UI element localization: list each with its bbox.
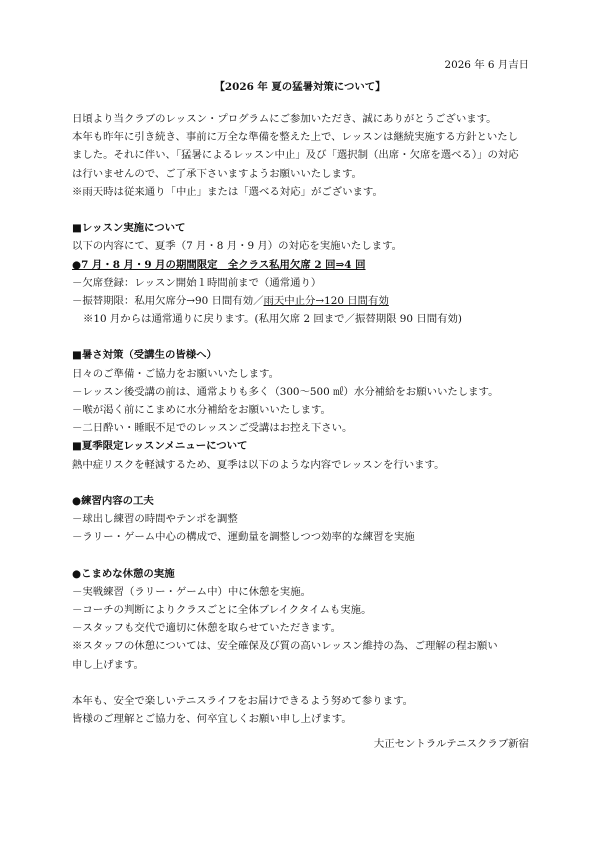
spacer	[72, 328, 542, 346]
section-heading-heat: ■暑さ対策（受講生の皆様へ）	[72, 349, 217, 362]
spacer	[72, 201, 542, 219]
rest-line-3: －スタッフも交代で適切に休憩を取らせていただきます。	[72, 622, 342, 635]
intro-line-4: は行いませんので、ご了承下さいますようお願いいたします。	[72, 167, 362, 180]
heat-line-2: －レッスン後受講の前は、通常よりも多く（300～500 ㎖）水分補給をお願いいたします。	[72, 385, 499, 398]
document-title: 【2026 年 夏の猛暑対策について】	[214, 81, 386, 93]
rest-line-4: ※スタッフの休憩については、安全確保及び質の高いレッスン維持の為、ご理解の程お願い	[72, 640, 498, 653]
practice-line-2: －ラリー・ゲーム中心の構成で、運動量を調整しつつ効率的な練習を実施	[72, 531, 415, 544]
section-heading-lesson: ■レッスン実施について	[72, 222, 186, 235]
lesson-special-notice: ●7 月・8 月・9 月の期間限定 全クラス私用欠席 2 回⇒4 回	[72, 258, 366, 271]
issue-date: 2026 年 6 月吉日	[444, 59, 529, 71]
intro-line-2: 本年も昨年に引き続き、事前に万全な準備を整えた上で、レッスンは継続実施する方針といたし	[72, 131, 519, 144]
makeup-deadline-private: －振替期限：私用欠席分→90 日間有効／	[72, 294, 264, 307]
lesson-line-1: 以下の内容にて、夏季（7 月・8 月・9 月）の対応を実施いたします。	[72, 240, 403, 253]
practice-line-1: －球出し練習の時間やテンポを調整	[72, 513, 238, 526]
heat-line-4: －二日酔い・睡眠不足でのレッスンご受講はお控え下さい。	[72, 422, 353, 435]
menu-line-1: 熱中症リスクを軽減するため、夏季は以下のような内容でレッスンを行います。	[72, 458, 445, 471]
intro-line-3: ました。それに伴い、「猛暑によるレッスン中止」及び「選択制（出席・欠席を選べる）」の対応	[72, 149, 519, 162]
rest-line-2: －コーチの判断によりクラスごとに全体ブレイクタイムも実施。	[72, 604, 372, 617]
club-signature: 大正セントラルテニスクラブ新宿	[373, 738, 529, 750]
lesson-absence-registration: －欠席登録：レッスン開始１時間前まで（通常通り）	[72, 276, 322, 289]
intro-line-1: 日頃より当クラブのレッスン・プログラムにご参加いただき、誠にありがとうございます。	[72, 113, 497, 125]
spacer	[72, 474, 542, 492]
document-body	[72, 110, 542, 728]
spacer	[72, 547, 542, 565]
spacer	[72, 674, 542, 692]
heat-line-1: 日々のご準備・ご協力をお願いいたします。	[72, 367, 279, 380]
closing-line-1: 本年も、安全で楽しいテニスライフをお届けできるよう努めて参ります。	[72, 695, 414, 707]
heat-line-3: －喉が渇く前にこまめに水分補給をお願いいたします。	[72, 404, 331, 416]
closing-line-2: 皆様のご理解とご協力を、何卒宜しくお願い申し上げます。	[72, 713, 352, 726]
section-heading-rest: ●こまめな休憩の実施	[72, 567, 175, 580]
makeup-deadline-rain: 雨天中止分→120 日間有効	[263, 294, 389, 307]
rest-line-5: 申し上げます。	[72, 658, 144, 671]
intro-rain-note: ※雨天時は従来通り「中止」または「選べる対応」がございます。	[72, 185, 383, 198]
section-heading-practice: ●練習内容の工夫	[72, 494, 154, 507]
rest-line-1: －実戦練習（ラリー・ゲーム中）中に休憩を実施。	[72, 585, 311, 598]
lesson-makeup-deadline	[72, 292, 542, 310]
lesson-october-note: ※10 月からは通常通りに戻ります。(私用欠席 2 回まで／振替期限 90 日間有効)	[83, 313, 462, 326]
section-heading-menu: ■夏季限定レッスンメニューについて	[72, 440, 248, 453]
